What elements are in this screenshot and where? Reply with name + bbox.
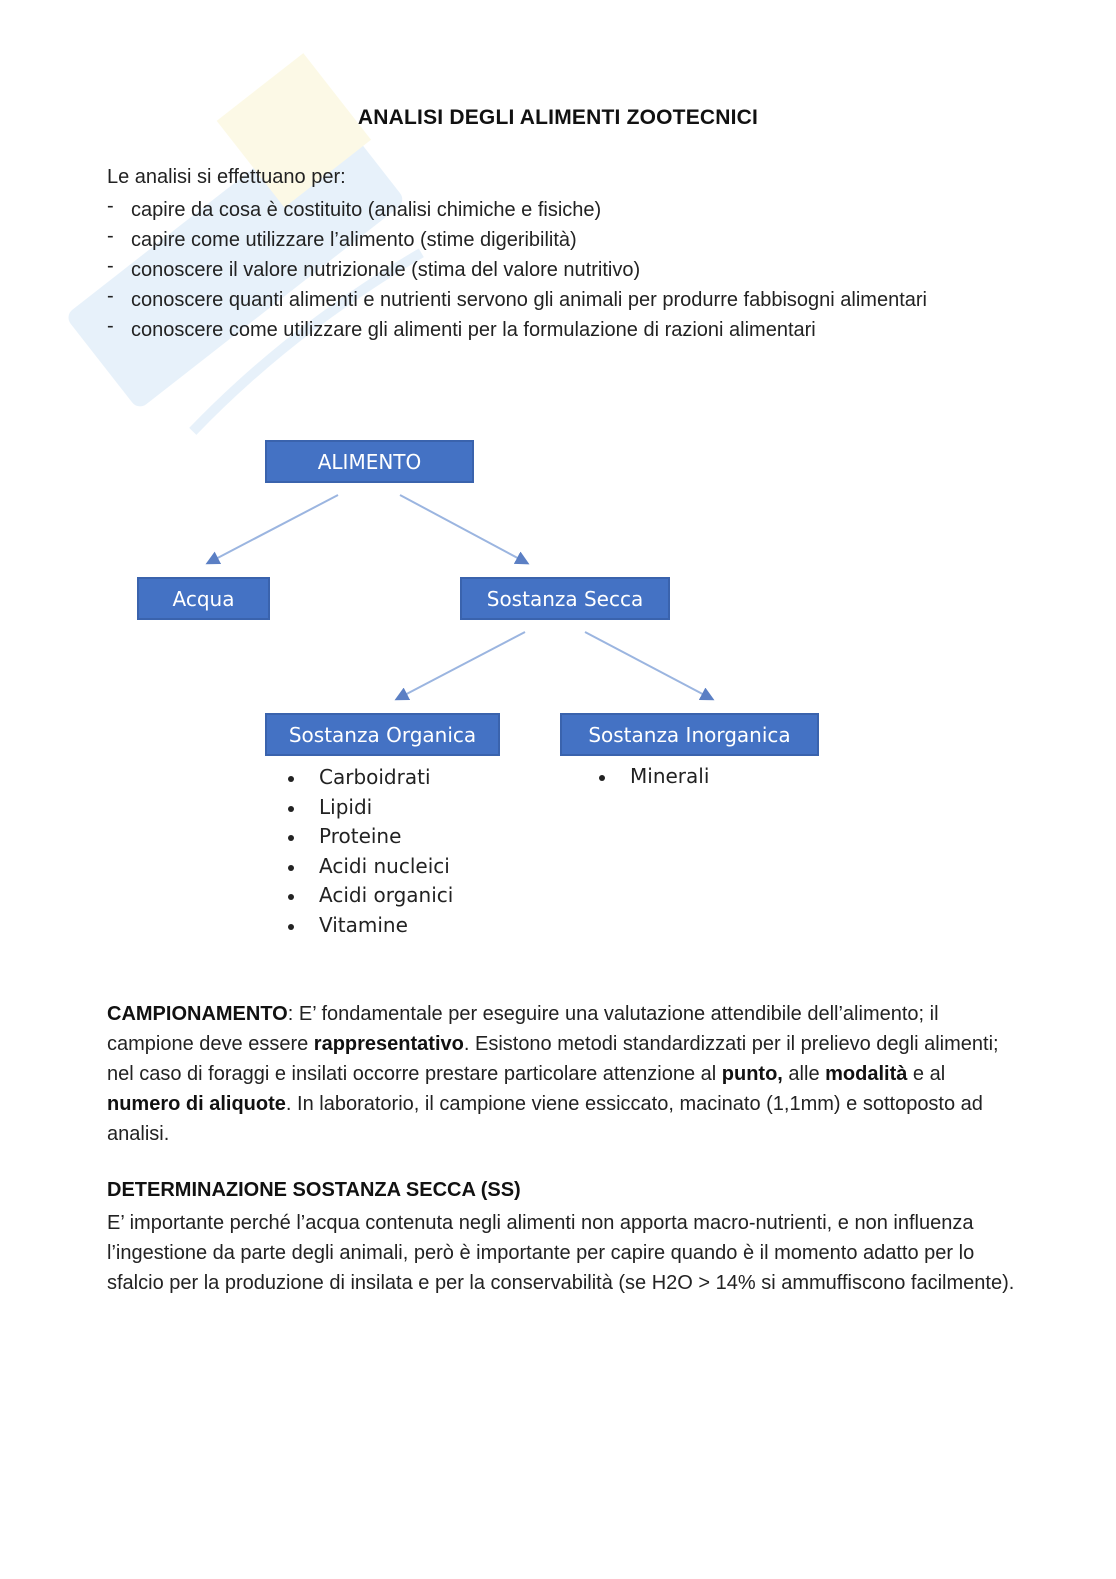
list-item: Acidi nucleici <box>287 852 453 882</box>
connector-secca-inorganica <box>585 632 712 699</box>
intro-text: Le analisi si effettuano per: <box>107 166 346 188</box>
list-item: Carboidrati <box>287 763 453 793</box>
list-item: - conoscere come utilizzare gli alimenti per la formulazione di razioni alimentari <box>107 315 987 345</box>
dash-marker: - <box>107 315 114 337</box>
list-item: - conoscere il valore nutrizionale (stima del valore nutritivo) <box>107 255 987 285</box>
dash-marker: - <box>107 225 114 247</box>
list-item: Acidi organici <box>287 881 453 911</box>
connector-secca-organica <box>397 632 525 699</box>
connector-root-secca <box>400 495 527 563</box>
section-heading-sostanza-secca: DETERMINAZIONE SOSTANZA SECCA (SS) <box>107 1179 521 1201</box>
list-item: Minerali <box>598 762 709 792</box>
list-item: Proteine <box>287 822 453 852</box>
purpose-list <box>107 195 987 345</box>
dash-marker: - <box>107 255 114 277</box>
list-item: - capire come utilizzare l’alimento (stime digeribilità) <box>107 225 987 255</box>
list-item: Vitamine <box>287 911 453 941</box>
organica-components-list <box>287 763 453 940</box>
connector-root-acqua <box>208 495 338 563</box>
campionamento-paragraph: CAMPIONAMENTO: E’ fondamentale per eseguire una valutazione attendibile dell’alimento; il campione deve essere rappresentativo. Esistono metodi standardizzati per il prelievo degli alimenti; nel caso di foraggi e insilati occorre prestare particolare attenzione al punto, alle modalità e al numero di aliquote. In laboratorio, il campione viene essiccato, macinato (1,1mm) e sottoposto ad analisi. <box>107 1003 999 1145</box>
dash-marker: - <box>107 195 114 217</box>
node-sostanza-secca: Sostanza Secca <box>460 577 670 620</box>
dash-marker: - <box>107 285 114 307</box>
list-item: Lipidi <box>287 793 453 823</box>
node-sostanza-organica: Sostanza Organica <box>265 713 500 756</box>
node-acqua: Acqua <box>137 577 270 620</box>
document-title: ANALISI DEGLI ALIMENTI ZOOTECNICI <box>357 106 759 129</box>
list-item: - conoscere quanti alimenti e nutrienti servono gli animali per produrre fabbisogni alimentari <box>107 285 987 315</box>
node-sostanza-inorganica: Sostanza Inorganica <box>560 713 819 756</box>
campionamento-term: CAMPIONAMENTO <box>107 1003 288 1025</box>
inorganica-components-list <box>598 762 709 792</box>
list-item: - capire da cosa è costituito (analisi chimiche e fisiche) <box>107 195 987 225</box>
node-alimento: ALIMENTO <box>265 440 474 483</box>
sostanza-secca-paragraph: E’ importante perché l’acqua contenuta negli alimenti non apporta macro-nutrienti, e non influenza l’ingestione da parte degli animali, però è importante per capire quando è il momento adatto per lo sfalcio per la produzione di insilata e per la conservabilità (se H2O > 14% si ammuffiscono facilmente). <box>107 1212 1015 1294</box>
